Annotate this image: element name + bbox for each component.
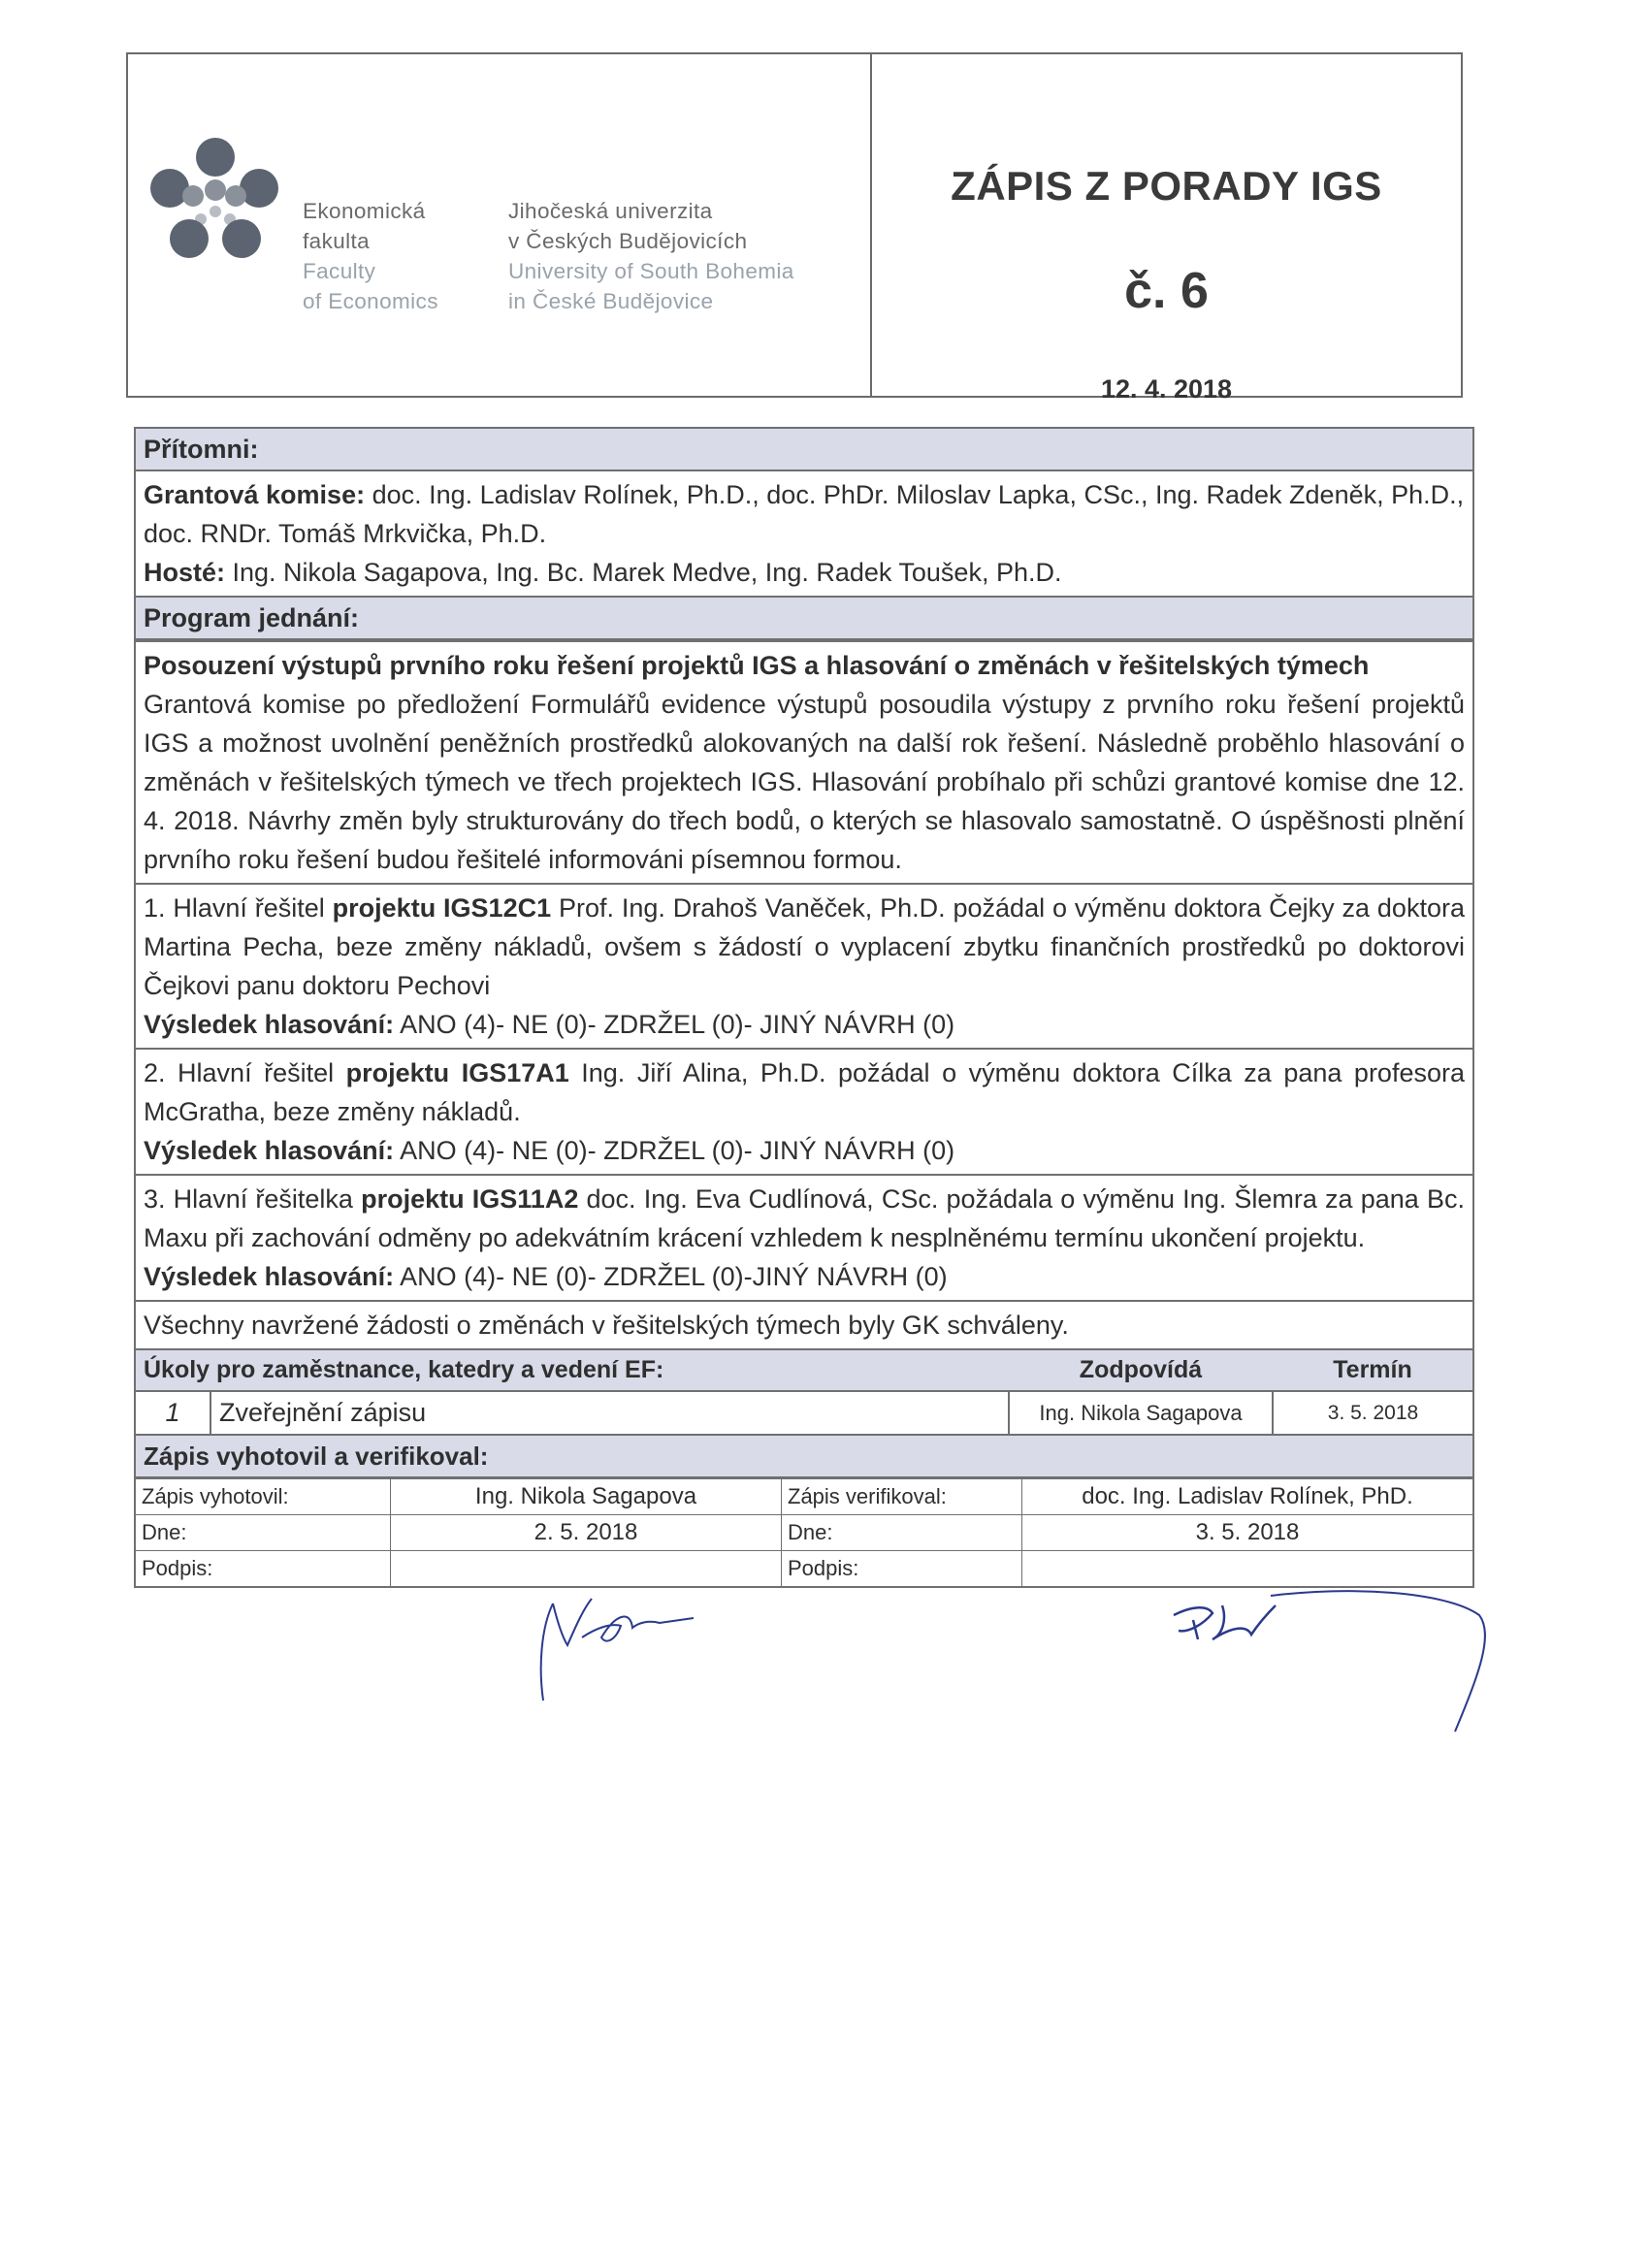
- committee-members: doc. Ing. Ladislav Rolínek, Ph.D., doc. PhDr. Miloslav Lapka, CSc., Ing. Radek Zdeněk, Ph.D., doc. RNDr. Tomáš Mrkvička, Ph.D.: [144, 480, 1465, 548]
- prepared-label: Zápis vyhotovil:: [136, 1479, 391, 1515]
- item-2-prefix: 2. Hlavní řešitel: [144, 1058, 346, 1087]
- prepared-date: 2. 5. 2018: [391, 1515, 782, 1551]
- verification-heading: Zápis vyhotovil a verifikoval:: [136, 1436, 1472, 1478]
- flower-logo-icon: [133, 130, 288, 285]
- program-topic: [136, 640, 1472, 883]
- program-topic-text: Grantová komise po předložení Formulářů evidence výstupů posoudila výstupy z prvního roku řešení projektů IGS a možnost uvolnění peněžních prostředků alokovaných na další rok řešení. Následně proběhlo hlasování o změnách v řešitelských týmech ve třech projektech IGS. Hlasování probíhalo při schůzi grantové komise dne 12. 4. 2018. Návrhy změn byly strukturovány do třech bodů, o kterých se hlasovalo samostatně. O úspěšnosti plnění prvního roku řešení budou řešitelé informováni písemnou formou.: [144, 690, 1465, 874]
- tasks-header-row: [136, 1350, 1472, 1391]
- document-title: ZÁPIS Z PORADY IGS: [951, 163, 1382, 209]
- program-item-1-paragraph: [136, 885, 1472, 1048]
- attendees-heading: Přítomni:: [136, 429, 1472, 471]
- task-responsible: Ing. Nikola Sagapova: [1009, 1391, 1273, 1434]
- program-conclusion-text: Všechny navržené žádosti o změnách v řešitelských týmech byly GK schváleny.: [144, 1311, 1069, 1340]
- minutes-body: [134, 427, 1474, 1588]
- guests-label: Hosté:: [144, 558, 226, 587]
- tasks-section: [134, 1350, 1474, 1436]
- university-name: [508, 196, 794, 316]
- faculty-name-cz-2: fakulta: [303, 229, 371, 253]
- item-3-result: ANO (4)- NE (0)- ZDRŽEL (0)-JINÝ NÁVRH (0): [394, 1262, 948, 1291]
- university-name-cz-1: Jihočeská univerzita: [508, 199, 713, 223]
- item-2-result: ANO (4)- NE (0)- ZDRŽEL (0)- JINÝ NÁVRH (0): [394, 1136, 955, 1165]
- faculty-name-en-1: Faculty: [303, 259, 376, 283]
- task-description: Zveřejnění zápisu: [210, 1391, 1009, 1434]
- verified-label: Zápis verifikoval:: [782, 1479, 1022, 1515]
- committee-label: Grantová komise:: [144, 480, 366, 509]
- program-section: [134, 598, 1474, 1350]
- item-3-project: projektu IGS11A2: [361, 1184, 579, 1214]
- header-title-area: [872, 54, 1461, 404]
- committee-paragraph: [136, 471, 1472, 596]
- document-number: č. 6: [1124, 263, 1209, 319]
- university-name-en-1: University of South Bohemia: [508, 259, 794, 283]
- item-2-result-label: Výsledek hlasování:: [144, 1136, 395, 1165]
- faculty-logo-icon: [128, 54, 129, 55]
- item-3-prefix: 3. Hlavní řešitelka: [144, 1184, 362, 1214]
- university-name-cz-2: v Českých Budějovicích: [508, 229, 748, 253]
- item-1-prefix: 1. Hlavní řešitel: [144, 893, 333, 923]
- program-item-3: [136, 1174, 1472, 1300]
- verified-date-label: Dne:: [782, 1515, 1022, 1551]
- table-row: [136, 1515, 1472, 1551]
- verified-date: 3. 5. 2018: [1022, 1515, 1473, 1551]
- prepared-date-label: Dne:: [136, 1515, 391, 1551]
- item-1-result: ANO (4)- NE (0)- ZDRŽEL (0)- JINÝ NÁVRH (0): [394, 1010, 955, 1039]
- program-item-1: [136, 883, 1472, 1048]
- table-row: [136, 1391, 1472, 1434]
- task-number: 1: [136, 1391, 210, 1434]
- program-item-3-paragraph: [136, 1176, 1472, 1300]
- faculty-name: [303, 196, 438, 316]
- item-2-project: projektu IGS17A1: [345, 1058, 569, 1087]
- faculty-name-en-2: of Economics: [303, 289, 438, 313]
- program-item-2-paragraph: [136, 1050, 1472, 1174]
- document-header: [126, 52, 1463, 404]
- guests-list: Ing. Nikola Sagapova, Ing. Bc. Marek Medve, Ing. Radek Toušek, Ph.D.: [225, 558, 1062, 587]
- prepared-signature-label: Podpis:: [136, 1551, 391, 1587]
- tasks-col-responsible: Zodpovídá: [1009, 1350, 1273, 1391]
- faculty-name-cz-1: Ekonomická: [303, 199, 426, 223]
- item-1-project: projektu IGS12C1: [332, 893, 552, 923]
- program-topic-paragraph: [136, 642, 1472, 883]
- document-date: 12. 4. 2018: [1100, 374, 1233, 404]
- verification-section: [134, 1436, 1474, 1588]
- program-heading: Program jednání:: [136, 598, 1472, 640]
- prepared-by: Ing. Nikola Sagapova: [391, 1479, 782, 1515]
- program-item-2: [136, 1048, 1472, 1174]
- program-topic-title: Posouzení výstupů prvního roku řešení projektů IGS a hlasování o změnách v řešitelských týmech: [144, 651, 1370, 680]
- item-3-result-label: Výsledek hlasování:: [144, 1262, 395, 1291]
- item-1-text: Prof. Ing. Drahoš Vaněček, Ph.D. požádal o výměnu doktora Čejky za doktora Martina Pecha, beze změny nákladů, ovšem s žádostí o vyplacení zbytku finančních prostředků po doktorovi Čejkovi panu doktoru Pechovi: [144, 893, 1465, 1000]
- program-conclusion: [136, 1300, 1472, 1348]
- attendees-section: [134, 427, 1474, 598]
- tasks-heading: Úkoly pro zaměstnance, katedry a vedení EF:: [136, 1350, 1009, 1391]
- tasks-table: [136, 1350, 1472, 1434]
- header-logo-area: [128, 54, 872, 396]
- item-2-text: Ing. Jiří Alina, Ph.D. požádal o výměnu doktora Cílka za pana profesora McGratha, beze změny nákladů.: [144, 1058, 1465, 1126]
- item-1-result-label: Výsledek hlasování:: [144, 1010, 395, 1039]
- tasks-col-deadline: Termín: [1273, 1350, 1472, 1391]
- verified-by: doc. Ing. Ladislav Rolínek, PhD.: [1022, 1479, 1473, 1515]
- item-3-text: doc. Ing. Eva Cudlínová, CSc. požádala o výměnu Ing. Šlemra za pana Bc. Maxu při zachování odměny po adekvátním krácení vzhledem k nesplněnému termínu ukončení projektu.: [144, 1184, 1465, 1252]
- verified-signature-label: Podpis:: [782, 1551, 1022, 1587]
- table-row: [136, 1479, 1472, 1515]
- university-name-en-2: in České Budějovice: [508, 289, 714, 313]
- task-deadline: 3. 5. 2018: [1273, 1391, 1472, 1434]
